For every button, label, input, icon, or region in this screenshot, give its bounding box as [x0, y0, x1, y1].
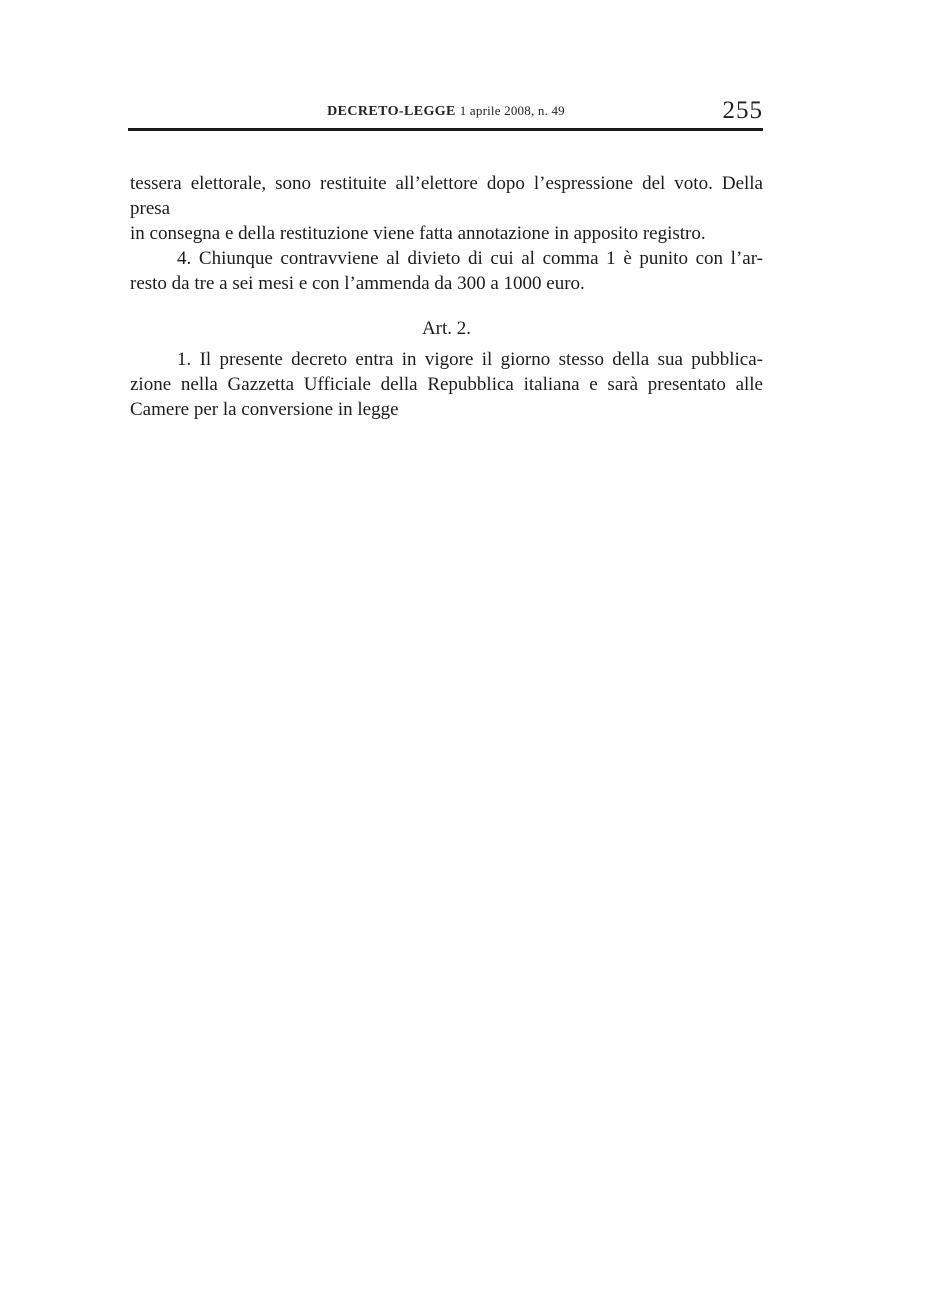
paragraph-line: zione nella Gazzetta Ufficiale della Repubblica italiana e sarà presentato alle — [130, 374, 763, 395]
header-rule — [128, 128, 763, 131]
paragraph-continuation — [130, 171, 763, 246]
paragraph-line: 1. Il presente decreto entra in vigore il giorno stesso della sua pubblica- — [177, 349, 763, 370]
document-body — [130, 171, 763, 422]
article-heading: Art. 2. — [421, 318, 472, 339]
running-title-decree: DECRETO-LEGGE — [327, 104, 456, 119]
paragraph-line: Camere per la conversione in legge — [130, 399, 399, 420]
running-title-detail: 1 aprile 2008, n. 49 — [459, 103, 565, 118]
page-number: 255 — [722, 97, 763, 124]
paragraph-line: 4. Chiunque contravviene al divieto di cui al comma 1 è punito con l’ar- — [177, 248, 763, 269]
paragraph-comma-4 — [130, 246, 763, 296]
running-title — [129, 102, 763, 120]
paragraph-line: tessera elettorale, sono restituite all’elettore dopo l’espressione del voto. Della presa — [130, 173, 763, 219]
paragraph-comma-1 — [130, 347, 763, 422]
paragraph-line: in consegna e della restituzione viene fatta annotazione in apposito registro. — [130, 223, 706, 244]
paragraph-line: resto da tre a sei mesi e con l’ammenda da 300 a 1000 euro. — [130, 273, 585, 294]
page-header — [129, 98, 763, 132]
